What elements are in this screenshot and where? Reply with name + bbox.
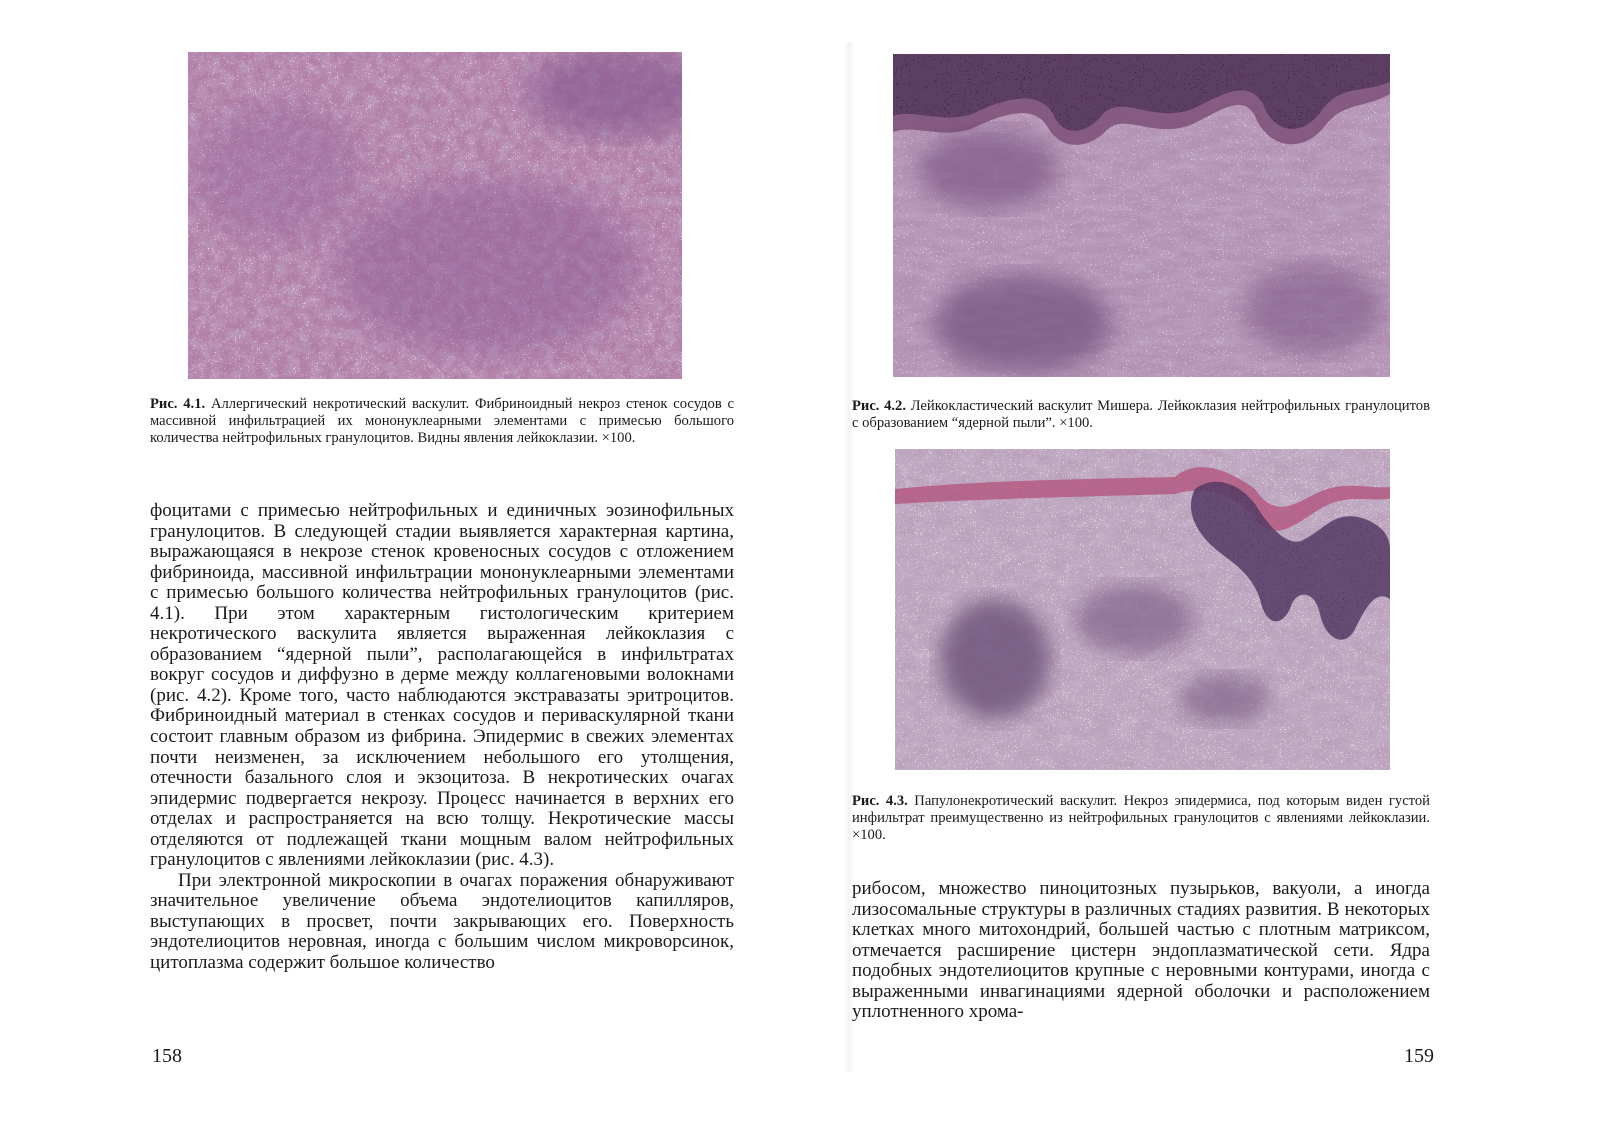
- figure-4-2-label: Рис. 4.2.: [852, 398, 906, 414]
- figure-4-1-micrograph: [188, 52, 682, 379]
- paragraph: При электронной микроскопии в очагах поражения обнаруживают значительное увеличение объема эндотелиоцитов капилляров, выступающих в просвет, почти закрывающих его. Поверхность эндотелиоцитов неровная, иногда с большим числом микроворсинок, цитоплазма содержит большое количество: [150, 869, 734, 974]
- figure-4-3-caption: [852, 793, 1430, 844]
- figure-4-3-caption-text: Папулонекротический васкулит. Некроз эпидермиса, под которым виден густой инфильтрат преимущественно из нейтрофильных гранулоцитов с явлениями лейкоклазии. ×100.: [852, 793, 1430, 843]
- paragraph: рибосом, множество пиноцитозных пузырьков, вакуоли, а иногда лизосомальные структуры в различных стадиях развития. В некоторых клетках много митохондрий, большей частью с плотным матриксом, отмечается расширение цистерн эндоплазматической сети. Ядра подобных эндотелиоцитов крупные с неровными контурами, иногда с выраженными инвагинациями ядерной оболочки и расположением уплотненного хрома-: [852, 878, 1430, 1023]
- figure-4-1-label: Рис. 4.1.: [150, 396, 206, 412]
- right-page-body: [852, 879, 1430, 1023]
- figure-4-3-label: Рис. 4.3.: [852, 793, 908, 809]
- page-number-left: 158: [152, 1045, 182, 1067]
- micrograph-image: [188, 52, 682, 379]
- micrograph-image: [895, 449, 1390, 770]
- figure-4-1-caption-text: Аллергический некротический васкулит. Фибриноидный некроз стенок сосудов с массивной инфильтрацией их мононуклеарными элементами с примесью большого количества нейтрофильных гранулоцитов. Видны явления лейкоклазии. ×100.: [150, 396, 734, 446]
- left-page-body: [150, 501, 734, 974]
- figure-4-2-micrograph: [893, 54, 1390, 377]
- micrograph-image: [893, 54, 1390, 377]
- figure-4-2-caption-text: Лейкокластический васкулит Мишера. Лейкоклазия нейтрофильных гранулоцитов с образованием “ядерной пыли”. ×100.: [852, 398, 1430, 431]
- figure-4-2-caption: [852, 398, 1430, 432]
- figure-4-1-caption: [150, 396, 734, 447]
- paragraph: фоцитами с примесью нейтрофильных и единичных эозинофильных гранулоцитов. В следующей стадии выявляется характерная картина, выражающаяся в некрозе стенок кровеносных сосудов с отложением фибриноида, массивной инфильтрации мононуклеарными элементами с примесью большого количества нейтрофильных гранулоцитов (рис. 4.1). При этом характерным гистологическим критерием некротического васкулита является выраженная лейкоклазия с образованием “ядерной пыли”, располагающейся в инфильтратах вокруг сосудов и диффузно в дерме между коллагеновыми волокнами (рис. 4.2). Кроме того, часто наблюдаются экстравазаты эритроцитов. Фибриноидный материал в стенках сосудов и периваскулярной ткани состоит главным образом из фибрина. Эпидермис в свежих элементах почти неизменен, за исключением небольшого его утолщения, отечности базального слоя и экзоцитоза. В некротических очагах эпидермис подвергается некрозу. Процесс начинается в верхних его отделах и распространяется на всю толщу. Некротические массы отделяются от подлежащей ткани мощным валом нейтрофильных гранулоцитов с явлениями лейкоклазии (рис. 4.3).: [150, 500, 734, 871]
- page-number-right: 159: [1404, 1045, 1434, 1067]
- figure-4-3-micrograph: [895, 449, 1390, 770]
